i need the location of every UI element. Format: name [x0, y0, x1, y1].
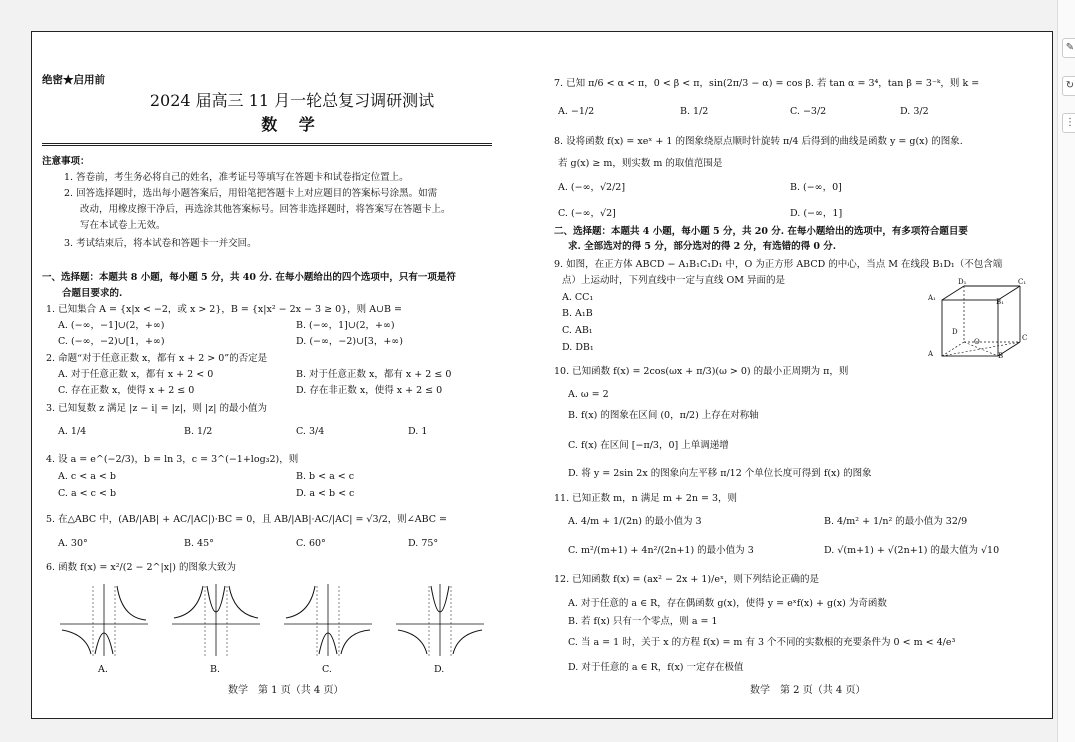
header-rule — [42, 143, 492, 144]
question-5: 5. 在△ABC 中，(AB/|AB| + AC/|AC|)·BC = 0，且 AB/|AB|·AC/|AC| = √3/2，则∠ABC = — [46, 514, 447, 525]
secret-mark: 绝密★启用前 — [42, 74, 105, 86]
option: D. 1 — [408, 426, 428, 437]
cube-label: D — [952, 328, 958, 336]
option: D. 3/2 — [900, 106, 929, 117]
exam-sheet — [31, 31, 1053, 719]
notice-item: 1. 答卷前，考生务必将自己的姓名，准考证号等填写在答题卡和试卷指定位置上。 — [64, 172, 409, 183]
notice-heading: 注意事项： — [42, 156, 90, 167]
option: A. c < a < b — [58, 471, 116, 482]
page-footer-right: 数学 第 2 页（共 4 页） — [750, 685, 866, 696]
option: D. 75° — [408, 538, 439, 549]
cube-label: D₁ — [958, 278, 967, 286]
option: C. (−∞，√2] — [558, 208, 616, 219]
option: D. 对于任意的 a ∈ R，f(x) 一定存在极值 — [568, 662, 744, 673]
question-8-cont: 若 g(x) ≥ m，则实数 m 的取值范围是 — [558, 158, 723, 169]
notice-item: 改动，用橡皮擦干净后，再选涂其他答案标号。回答非选择题时，将答案写在答题卡上。 — [80, 204, 451, 215]
question-6: 6. 函数 f(x) = x²/(2 − 2^|x|) 的图象大致为 — [46, 562, 236, 573]
question-8: 8. 设将函数 f(x) = xeˣ + 1 的图象绕原点顺时针旋转 π/4 后得到的曲线是函数 y = g(x) 的图象. — [554, 136, 963, 147]
option: A. CC₁ — [562, 292, 594, 303]
option: B. (−∞，1]∪(2，+∞) — [296, 320, 395, 331]
subject-title: 数 学 — [261, 115, 323, 134]
option: C. AB₁ — [562, 325, 593, 336]
option: A. −1/2 — [558, 106, 595, 117]
option: C. −3/2 — [790, 106, 827, 117]
option: C. 当 a = 1 时，关于 x 的方程 f(x) = m 有 3 个不同的实数根的充要条件为 0 < m < 4/e³ — [568, 637, 956, 648]
option: B. A₁B — [562, 308, 593, 319]
option: A. (−∞，−1]∪(2，+∞) — [58, 320, 165, 331]
viewer-toolbar — [1057, 0, 1075, 742]
option: B. 4/m² + 1/n² 的最小值为 32/9 — [824, 516, 968, 527]
page-footer-left: 数学 第 1 页（共 4 页） — [228, 685, 344, 696]
option: C. f(x) 在区间 [−π/3，0] 上单调递增 — [568, 440, 729, 451]
option: A. 1/4 — [58, 426, 87, 437]
question-4: 4. 设 a = e^(−2/3)，b = ln 3，c = 3^(−1+log₃2)，则 — [46, 454, 299, 465]
option: C. (−∞，−2)∪[1，+∞) — [58, 336, 165, 347]
exam-title: 2024 届高三 11 月一轮总复习调研测试 — [149, 91, 435, 110]
graph-label-c: C. — [322, 664, 332, 675]
cube-figure — [934, 282, 1030, 362]
question-12: 12. 已知函数 f(x) = (ax² − 2x + 1)/eˣ，则下列结论正确的是 — [554, 574, 819, 585]
question-10: 10. 已知函数 f(x) = 2cos(ωx + π/3)(ω > 0) 的最小正周期为 π，则 — [554, 366, 849, 377]
option: A. 对于任意正数 x，都有 x + 2 < 0 — [58, 369, 214, 380]
option: D. (−∞，1] — [790, 208, 843, 219]
option: A. 30° — [58, 538, 88, 549]
option: B. 若 f(x) 只有一个零点，则 a = 1 — [568, 616, 718, 627]
cube-label: B — [998, 352, 1004, 360]
more-icon[interactable]: ⋮ — [1062, 113, 1075, 133]
question-9: 9. 如图，在正方体 ABCD − A₁B₁C₁D₁ 中，O 为正方形 ABCD 的中心，当点 M 在线段 B₁D₁（不包含端 — [554, 259, 1003, 270]
section-1-heading: 一、选择题：本题共 8 小题，每小题 5 分，共 40 分. 在每小题给出的四个选项中，只有一项是符 — [42, 272, 456, 283]
option: B. 1/2 — [184, 426, 213, 437]
question-7: 7. 已知 π/6 < α < π，0 < β < π，sin(2π/3 − α) = cos β. 若 tan α = 3⁴，tan β = 3⁻ᵏ，则 k = — [554, 78, 980, 89]
option: C. m²/(m+1) + 4n²/(2n+1) 的最小值为 3 — [568, 545, 754, 556]
option: D. DB₁ — [562, 342, 594, 353]
graph-option-d — [394, 582, 486, 658]
question-11: 11. 已知正数 m，n 满足 m + 2n = 3，则 — [554, 493, 738, 504]
header-rule-2 — [42, 145, 492, 146]
option: B. b < a < c — [296, 471, 355, 482]
cube-label: O — [974, 338, 980, 346]
option: D. 存在非正数 x，使得 x + 2 ≤ 0 — [296, 385, 443, 396]
graph-option-b — [170, 582, 262, 658]
option: A. 4/m + 1/(2n) 的最小值为 3 — [568, 516, 702, 527]
graph-label-b: B. — [210, 664, 221, 675]
option: B. (−∞，0] — [790, 182, 842, 193]
question-2: 2. 命题“对于任意正数 x，都有 x + 2 > 0”的否定是 — [46, 353, 268, 364]
question-1: 1. 已知集合 A = {x|x < −2，或 x > 2}，B = {x|x² − 2x − 3 ≥ 0}，则 A∪B = — [46, 304, 402, 315]
option: C. a < c < b — [58, 488, 117, 499]
option: D. √(m+1) + √(2n+1) 的最大值为 √10 — [824, 545, 1000, 556]
graph-label-a: A. — [98, 664, 108, 675]
graph-option-c — [282, 582, 374, 658]
question-3: 3. 已知复数 z 满足 |z − i| = |z|，则 |z| 的最小值为 — [46, 403, 267, 414]
rotate-icon[interactable]: ↻ — [1062, 76, 1075, 96]
cube-label: C₁ — [1018, 278, 1027, 286]
option: C. 存在正数 x，使得 x + 2 ≤ 0 — [58, 385, 195, 396]
graph-label-d: D. — [434, 664, 445, 675]
option: A. (−∞，√2/2] — [558, 182, 626, 193]
edit-icon[interactable]: ✎ — [1062, 38, 1075, 58]
graph-option-a — [58, 582, 150, 658]
cube-label: A₁ — [928, 294, 936, 302]
option: B. 45° — [184, 538, 214, 549]
cube-label: B₁ — [996, 298, 1004, 306]
option: B. 对于任意正数 x，都有 x + 2 ≤ 0 — [296, 369, 452, 380]
option: D. (−∞，−2)∪[3，+∞) — [296, 336, 403, 347]
option: C. 3/4 — [296, 426, 325, 437]
cube-label: A — [928, 350, 934, 358]
section-2-heading-cont: 求. 全部选对的得 5 分，部分选对的得 2 分，有选错的得 0 分. — [568, 241, 837, 252]
notice-item: 3. 考试结束后，将本试卷和答题卡一并交回。 — [64, 238, 257, 249]
page-2 — [554, 32, 1046, 719]
section-2-heading: 二、选择题：本题共 4 小题，每小题 5 分，共 20 分. 在每小题给出的选项中，有多项符合题目要 — [554, 226, 968, 237]
notice-item: 写在本试卷上无效。 — [80, 220, 166, 231]
page-1 — [42, 32, 542, 719]
question-9-cont: 点）上运动时，下列直线中一定与直线 OM 异面的是 — [562, 275, 786, 286]
option: A. ω = 2 — [568, 389, 609, 400]
option: C. 60° — [296, 538, 326, 549]
option: B. f(x) 的图象在区间 (0，π/2) 上存在对称轴 — [568, 410, 759, 421]
option: D. 将 y = 2sin 2x 的图象向左平移 π/12 个单位长度可得到 f(x) 的图象 — [568, 468, 872, 479]
section-1-heading-cont: 合题目要求的. — [62, 288, 123, 299]
option: B. 1/2 — [680, 106, 709, 117]
cube-label: C — [1022, 334, 1028, 342]
notice-item: 2. 回答选择题时，选出每小题答案后，用铅笔把答题卡上对应题目的答案标号涂黑。如需 — [64, 188, 438, 199]
option: D. a < b < c — [296, 488, 355, 499]
option: A. 对于任意的 a ∈ R，存在偶函数 g(x)，使得 y = eˣf(x) + g(x) 为奇函数 — [568, 598, 887, 609]
